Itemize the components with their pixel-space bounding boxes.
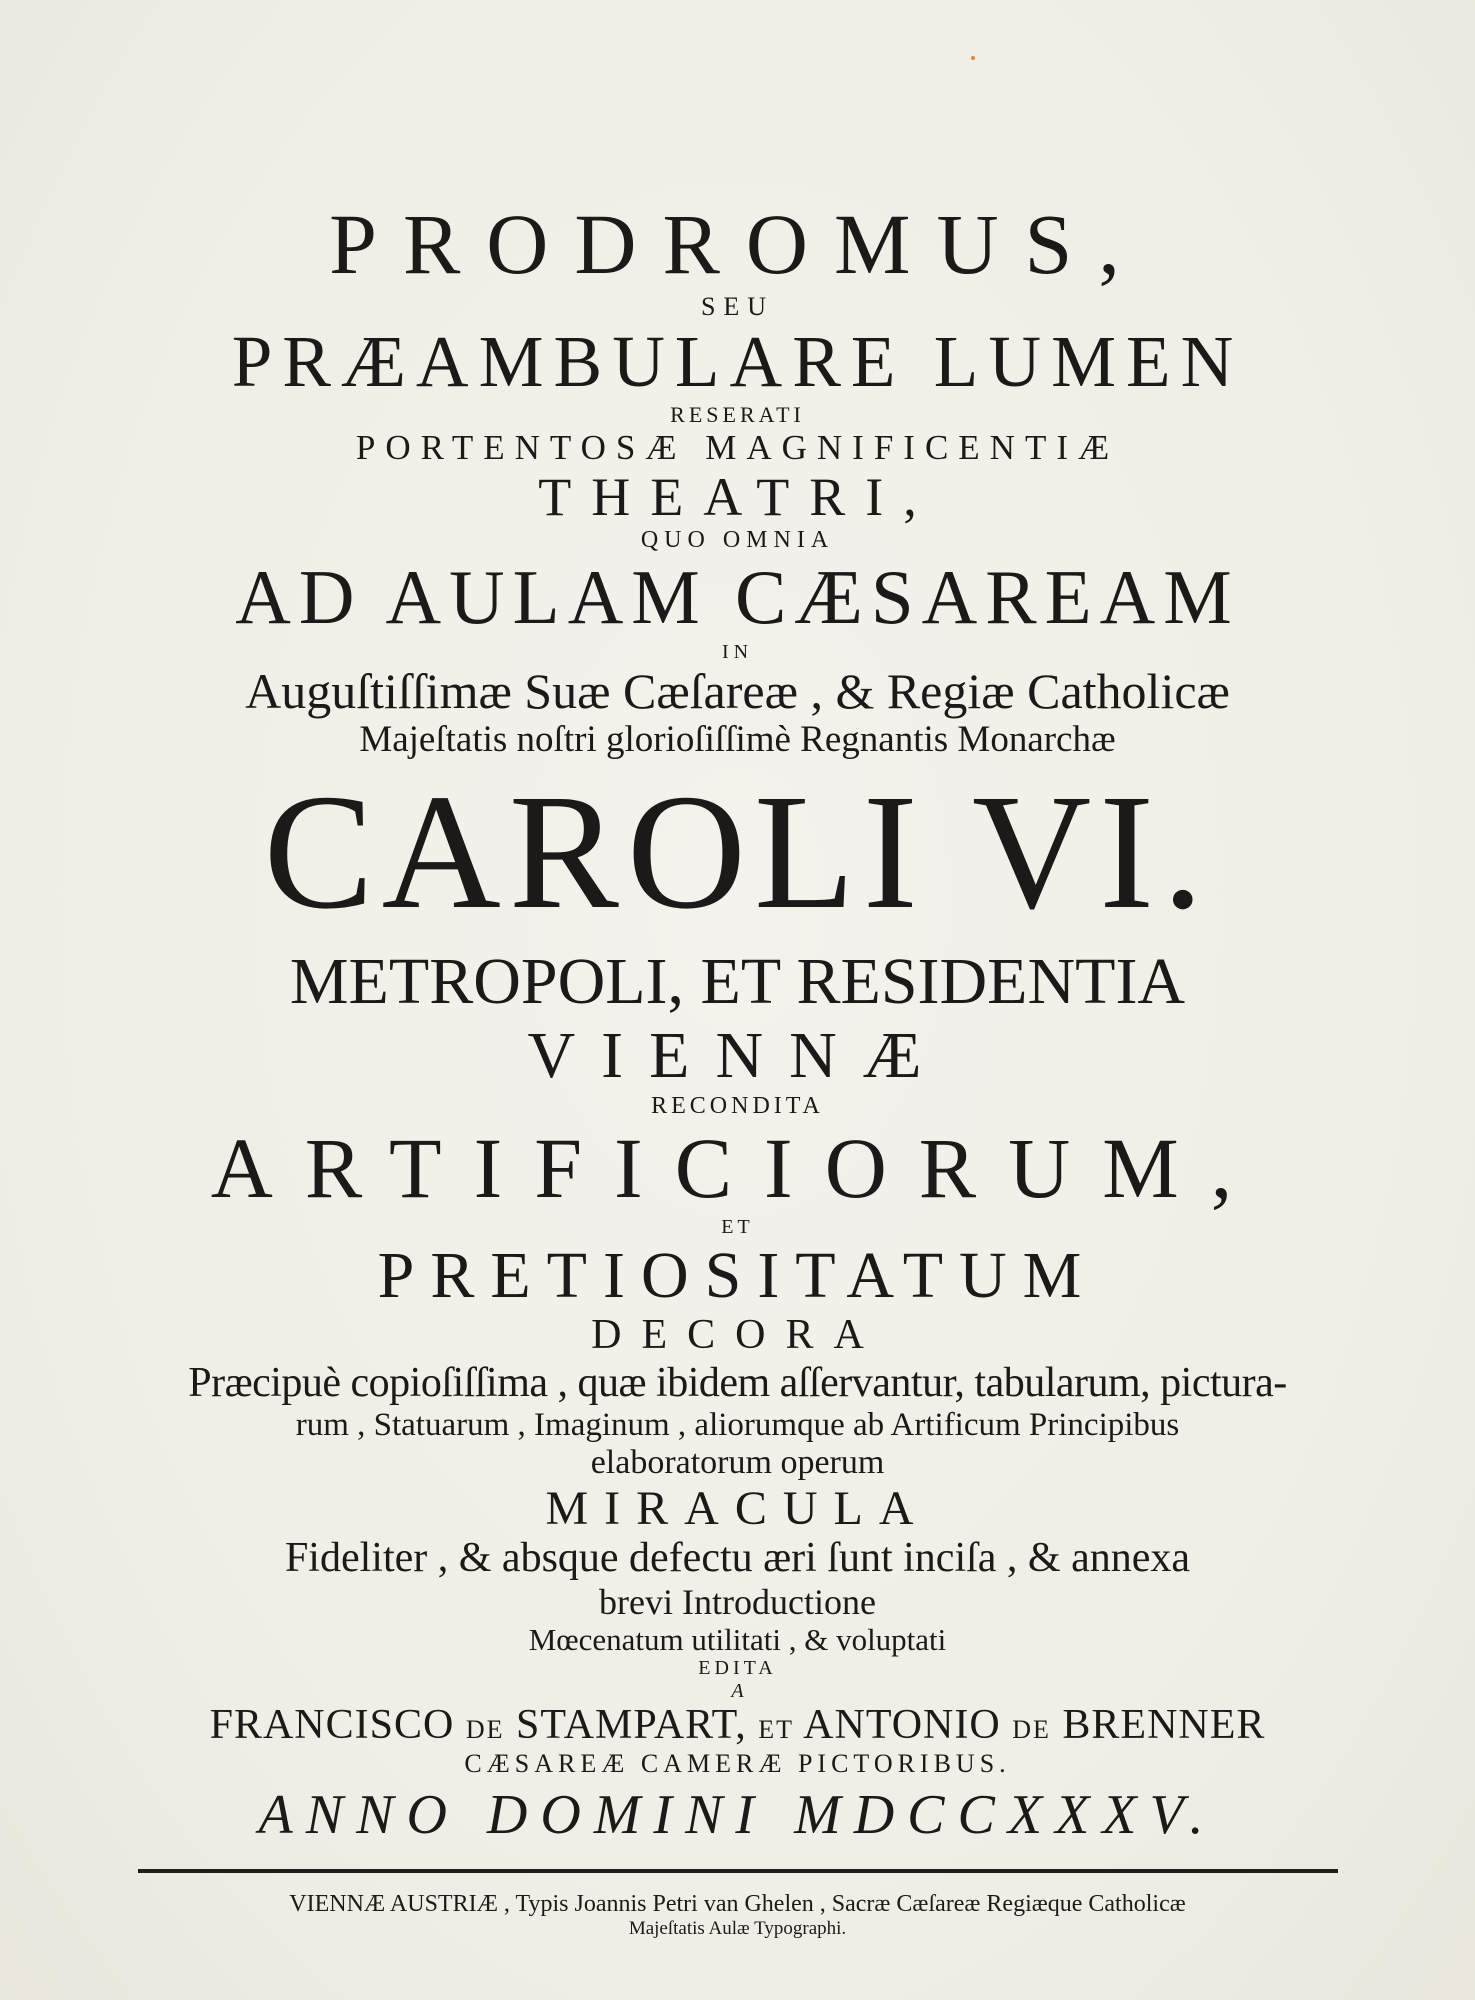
main-title: PRODROMUS, bbox=[329, 196, 1146, 292]
title-line: Mœcenatum utilitati , & voluptati bbox=[528, 1621, 947, 1657]
title-line: SEU bbox=[700, 292, 775, 322]
title-line: IN bbox=[721, 640, 754, 663]
title-block bbox=[0, 196, 1475, 1939]
particle: DE bbox=[465, 1715, 505, 1745]
title-line: MIRACULA bbox=[545, 1481, 930, 1535]
title-line: THEATRI, bbox=[538, 466, 937, 527]
monarch-name: CAROLI VI. bbox=[263, 760, 1212, 944]
title-line: ET bbox=[721, 1216, 754, 1239]
author-name: BRENNER bbox=[1062, 1702, 1266, 1749]
subtitle: PRÆAMBULARE LUMEN bbox=[231, 321, 1244, 403]
author-name: FRANCISCO bbox=[209, 1702, 455, 1749]
imprint-line: Majeſtatis Aulæ Typographi. bbox=[628, 1917, 847, 1939]
title-line: PORTENTOSÆ MAGNIFICENTIÆ bbox=[355, 427, 1120, 467]
title-line: ARTIFICIORUM, bbox=[210, 1119, 1265, 1216]
title-line: METROPOLI, ET RESIDENTIA bbox=[289, 945, 1186, 1019]
title-line: AD AULAM CÆSAREAM bbox=[235, 554, 1240, 641]
title-line: rum , Statuarum , Imaginum , aliorumque ab Artificum Principibus bbox=[295, 1406, 1180, 1443]
title-line: RECONDITA bbox=[651, 1093, 824, 1119]
paper-speck bbox=[971, 56, 975, 60]
title-line: Majeſtatis noſtri glorioſiſſimè Regnantis Monarchæ bbox=[359, 718, 1116, 760]
divider-rule bbox=[138, 1869, 1338, 1873]
title-line: brevi Introductione bbox=[599, 1582, 876, 1623]
title-line: elaboratorum operum bbox=[590, 1443, 885, 1481]
author-name: STAMPART, bbox=[516, 1702, 747, 1749]
title-line: CÆSAREÆ CAMERÆ PICTORIBUS. bbox=[464, 1749, 1011, 1779]
title-line: DECORA bbox=[591, 1312, 884, 1359]
title-line: RESERATI bbox=[670, 402, 805, 428]
title-line: A bbox=[731, 1679, 744, 1702]
conjunction: ET bbox=[758, 1715, 794, 1745]
authors-line bbox=[0, 1702, 1475, 1749]
title-line: Auguſtiſſimæ Suæ Cæſareæ , & Regiæ Catholicæ bbox=[245, 662, 1230, 719]
title-line: VIENNÆ bbox=[527, 1019, 948, 1093]
title-line: EDITA bbox=[698, 1657, 777, 1680]
title-line: PRETIOSITATUM bbox=[377, 1238, 1098, 1312]
title-line: Fideliter , & absque defectu æri ſunt inciſa , & annexa bbox=[284, 1535, 1191, 1582]
author-name: ANTONIO bbox=[803, 1702, 1001, 1749]
particle: DE bbox=[1012, 1715, 1051, 1745]
title-line: QUO OMNIA bbox=[640, 527, 835, 554]
imprint-line: VIENNÆ AUSTRIÆ , Typis Joannis Petri van Ghelen , Sacræ Cæſareæ Regiæque Catholicæ bbox=[289, 1891, 1186, 1918]
date-line: ANNO DOMINI MDCCXXXV. bbox=[258, 1784, 1217, 1847]
title-line: Præcipuè copioſiſſima , quæ ibidem aſſervantur, tabularum, pictura- bbox=[188, 1359, 1287, 1406]
